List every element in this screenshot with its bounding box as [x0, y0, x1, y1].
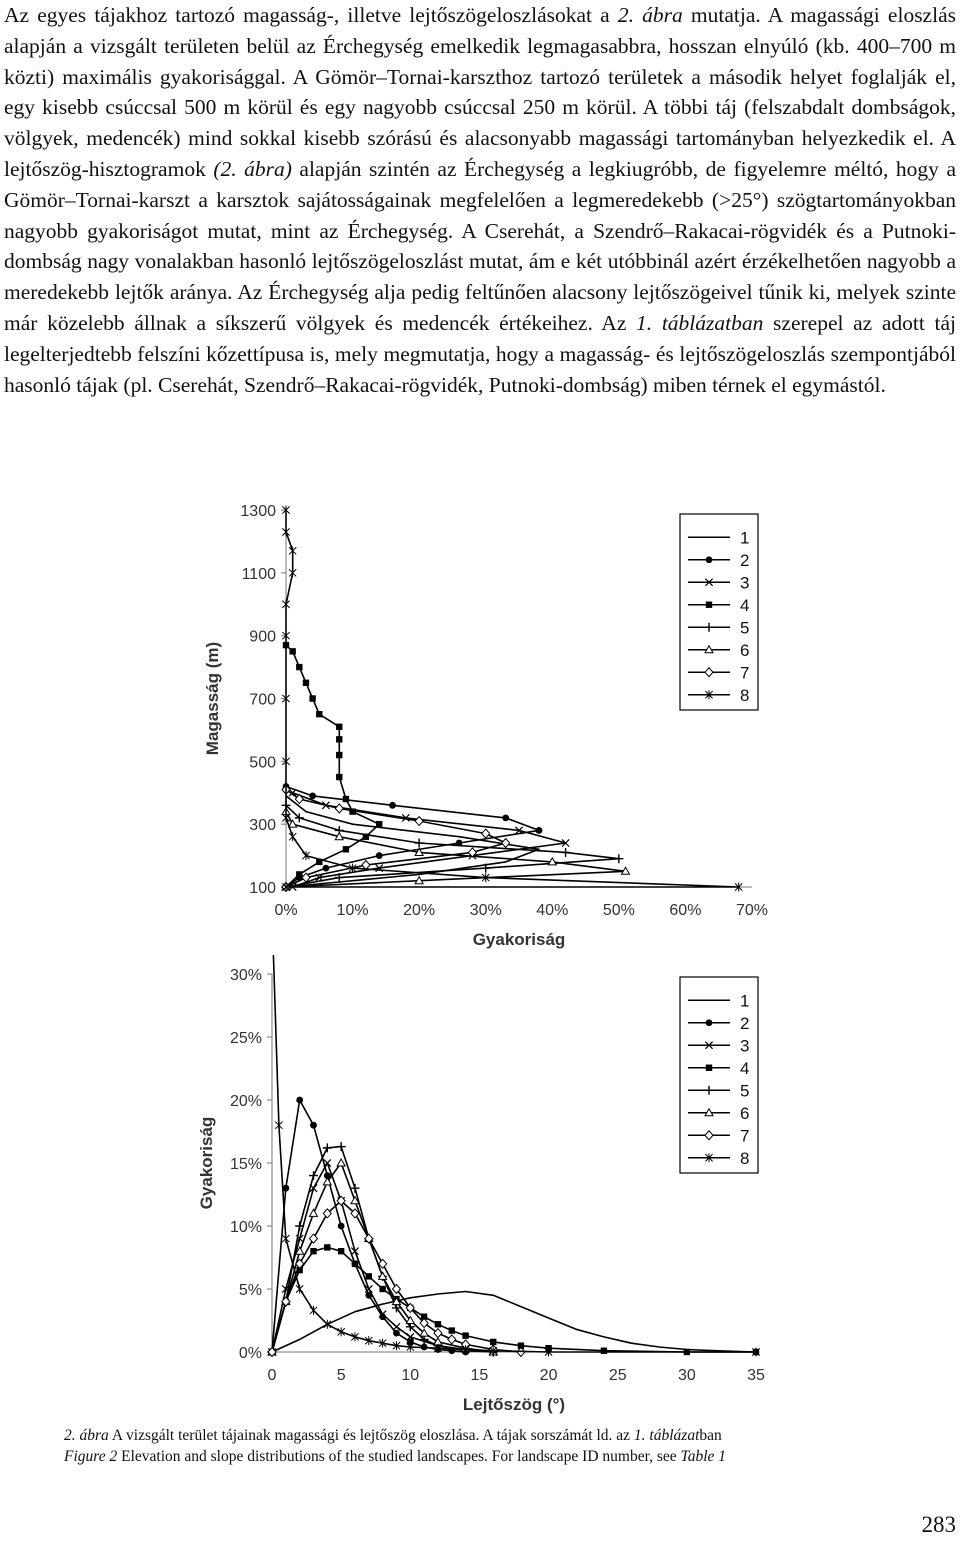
data-point-series-4	[296, 871, 302, 877]
x-tick-label: 0%	[274, 902, 298, 919]
legend-label-3: 3	[740, 573, 750, 593]
data-point-series-4	[490, 1339, 496, 1345]
data-point-series-4	[379, 1286, 385, 1292]
legend-label-1: 1	[740, 991, 750, 1011]
y-tick-label: 0%	[238, 1345, 262, 1362]
y-axis-title: Gyakoriság	[197, 1116, 216, 1210]
text-run: 1. táblázat	[633, 1427, 700, 1444]
data-point-series-4	[462, 1332, 468, 1338]
text-run: Elevation and slope distributions of the studied landscapes. For landscape ID number, see	[117, 1448, 681, 1465]
data-point-series-8	[296, 1285, 303, 1294]
data-point-series-4	[324, 1244, 330, 1250]
text-run: alapján szintén az Érchegység a legkiugróbb, de figyelemre méltó, hogy a Gömör–Tornai-karszt a karsztok sajátosságainak megfelelően a legmeredekebb (>25°) szögtartományokban nagyobb gyakoriságot mutat, mint az Érchegység. A Cserehát, a Szendrő–Rakacai-rögvidék és a Putnoki-dombság nagy vonalakban hasonló lejtőszögeloszlást mutat, ám e két utóbbinál azért érzékelhetően nagyobb a meredekebb lejtők aránya. Az Érchegység alja pedig feltűnően alacsony lejtőszögeivel tűnik ki, melyek szinte már közelebb állnak a síkszerű völgyek és medencék értékeihez. Az	[4, 156, 956, 335]
legend-marker-2	[706, 556, 713, 563]
text-run: Az egyes tájakhoz tartozó magasság-, illetve lejtőszögeloszlásokat a	[4, 3, 618, 27]
data-point-series-4	[289, 648, 295, 654]
y-tick-label: 500	[249, 754, 276, 772]
data-point-series-8	[289, 568, 296, 577]
data-point-series-4	[309, 695, 315, 701]
text-run: ban	[699, 1427, 722, 1444]
series-line-3	[272, 1163, 493, 1352]
data-point-series-8	[289, 546, 296, 555]
y-axis-title: Magasság (m)	[203, 641, 222, 756]
data-point-series-5	[561, 848, 570, 857]
data-point-series-4	[366, 1273, 372, 1279]
legend-label-6: 6	[740, 1103, 750, 1123]
series-line-5	[272, 1147, 493, 1352]
data-point-series-6	[337, 1159, 345, 1166]
x-tick-label: 70%	[735, 902, 769, 919]
data-point-series-7	[448, 1335, 456, 1344]
data-point-series-7	[309, 1234, 317, 1243]
y-tick-label: 300	[249, 817, 276, 835]
text-run: (2. ábra)	[213, 156, 292, 181]
data-point-series-4	[296, 664, 302, 670]
data-point-series-7	[502, 839, 510, 848]
data-point-series-4	[336, 736, 342, 742]
legend-label-8: 8	[740, 685, 750, 705]
data-point-series-4	[601, 1348, 607, 1354]
text-run: 1. táblázatban	[636, 310, 764, 335]
x-tick-label: 0	[267, 1367, 277, 1384]
data-point-series-4	[336, 752, 342, 758]
y-tick-label: 1100	[241, 565, 276, 583]
x-axis-title: Gyakoriság	[472, 930, 566, 949]
data-point-series-3	[324, 1159, 331, 1166]
x-tick-label: 50%	[602, 902, 635, 919]
text-run: szerepel az adott táj legelterjedtebb felszíni kőzettípusa is, mely megmutatja, hogy a magasság- és lejtőszögeloszlás szempontjából hasonló tájak (pl. Cserehát, Szendrő–Rakacai-rögvidék, Putnoki-dombság) miben térnek el egymástól.	[4, 310, 956, 397]
data-point-series-4	[316, 711, 322, 717]
data-point-series-8	[282, 600, 289, 609]
y-tick-label: 900	[249, 628, 276, 646]
legend-label-2: 2	[740, 550, 750, 570]
legend-marker-4	[706, 602, 712, 608]
series-line-1	[272, 1292, 756, 1353]
body-text	[4, 0, 956, 400]
body-paragraph	[4, 0, 956, 400]
x-axis-title: Lejtőszög (°)	[462, 1395, 566, 1414]
y-tick-label: 5%	[238, 1282, 262, 1299]
data-point-series-7	[335, 804, 343, 813]
data-point-series-8	[282, 527, 289, 536]
data-point-series-2	[502, 814, 509, 821]
data-point-series-3	[393, 1323, 400, 1330]
legend-label-6: 6	[740, 640, 750, 660]
x-tick-label: 15	[470, 1367, 489, 1384]
y-tick-label: 15%	[229, 1156, 262, 1173]
y-tick-label: 25%	[229, 1030, 262, 1047]
data-point-series-2	[309, 792, 316, 799]
legend-label-8: 8	[740, 1148, 750, 1168]
x-tick-label: 10%	[336, 902, 369, 919]
legend-label-3: 3	[740, 1036, 750, 1056]
data-point-series-2	[389, 802, 396, 809]
legend-label-5: 5	[740, 1081, 750, 1101]
x-tick-label: 20%	[403, 902, 436, 919]
y-tick-label: 20%	[229, 1093, 262, 1110]
series-line-4	[286, 645, 379, 887]
data-point-series-8	[324, 1320, 331, 1329]
data-point-series-7	[415, 817, 423, 826]
data-point-series-5	[614, 854, 623, 863]
legend-label-4: 4	[740, 595, 750, 615]
data-point-series-5	[309, 1171, 318, 1180]
y-tick-label: 700	[249, 691, 276, 709]
legend-label-5: 5	[740, 618, 750, 638]
series-line-6	[272, 1163, 493, 1352]
y-tick-label: 1300	[240, 503, 276, 520]
data-point-series-4	[336, 774, 342, 780]
data-point-series-4	[303, 680, 309, 686]
data-point-series-5	[415, 839, 424, 848]
legend-marker-4	[706, 1065, 712, 1071]
text-run: Table 1	[680, 1448, 727, 1465]
slope-chart	[0, 955, 960, 1420]
x-tick-label: 35	[747, 1367, 765, 1384]
text-run: 2. ábra	[617, 3, 683, 27]
legend-marker-2	[706, 1019, 713, 1026]
data-point-series-2	[310, 1122, 317, 1129]
data-point-series-7	[434, 1329, 442, 1338]
y-tick-label: 100	[249, 880, 276, 897]
x-tick-label: 5	[336, 1367, 346, 1384]
text-run: A vizsgált terület tájainak magassági és lejtőszög eloszlása. A tájak sorszámát ld. az	[108, 1427, 634, 1444]
data-point-series-8	[289, 832, 296, 841]
y-tick-label: 30%	[229, 967, 262, 984]
data-point-series-4	[435, 1321, 441, 1327]
data-point-series-4	[352, 1261, 358, 1267]
x-tick-label: 40%	[536, 902, 569, 919]
x-tick-label: 30%	[469, 902, 502, 919]
data-point-series-4	[343, 796, 349, 802]
data-point-series-8	[310, 1306, 317, 1315]
legend-label-4: 4	[740, 1058, 750, 1078]
text-run: mutatja. A magassági eloszlás alapján a vizsgált területen belül az Érchegység emelkedik legmagasabbra, hosszan elnyúló (kb. 400–700 m közti) maximális gyakorisággal. A Gömör–Tornai-karszthoz tartozó területek a második helyet foglalják el, egy kisebb csúccsal 500 m körül és egy nagyobb csúccsal 250 m körül. A többi táj (felszabdalt dombságok, völgyek, medencék) mind sokkal kisebb szórású és alacsonyabb magassági tartományban helyezkedik el. A lejtőszög-hisztogramok	[4, 3, 956, 181]
x-tick-label: 10	[401, 1367, 420, 1384]
data-point-series-6	[309, 1209, 317, 1216]
legend-label-1: 1	[740, 528, 750, 548]
data-point-series-4	[310, 1248, 316, 1254]
data-point-series-2	[393, 1330, 400, 1337]
legend-label-7: 7	[740, 1126, 750, 1146]
data-point-series-4	[336, 724, 342, 730]
legend-label-7: 7	[740, 663, 750, 683]
data-point-series-2	[296, 1097, 303, 1104]
text-run: Figure 2	[64, 1448, 118, 1465]
data-point-series-2	[338, 1223, 345, 1230]
data-point-series-5	[323, 1143, 332, 1152]
data-point-series-4	[376, 821, 382, 827]
text-run: 2. ábra	[64, 1427, 109, 1444]
data-point-series-5	[337, 1142, 346, 1151]
data-point-series-2	[536, 827, 543, 834]
x-tick-label: 25	[608, 1367, 627, 1384]
page-number: 283	[921, 1512, 956, 1537]
y-tick-label: 10%	[229, 1219, 262, 1236]
legend-label-2: 2	[740, 1013, 750, 1033]
data-point-series-4	[343, 846, 349, 852]
data-point-series-8	[282, 1234, 289, 1243]
figure-caption-hungarian	[64, 1425, 944, 1446]
data-point-series-4	[338, 1248, 344, 1254]
figure-caption-english	[64, 1446, 944, 1467]
data-point-series-7	[482, 829, 490, 838]
x-tick-label: 30	[677, 1367, 696, 1384]
data-point-series-8	[275, 1121, 282, 1130]
x-tick-label: 20	[539, 1367, 558, 1384]
series-line-4	[272, 1247, 756, 1352]
data-point-series-2	[323, 865, 330, 872]
data-point-series-2	[376, 852, 383, 859]
data-point-series-4	[449, 1327, 455, 1333]
data-point-series-8	[338, 1327, 345, 1336]
x-tick-label: 60%	[669, 902, 702, 919]
elevation-chart	[0, 488, 960, 958]
